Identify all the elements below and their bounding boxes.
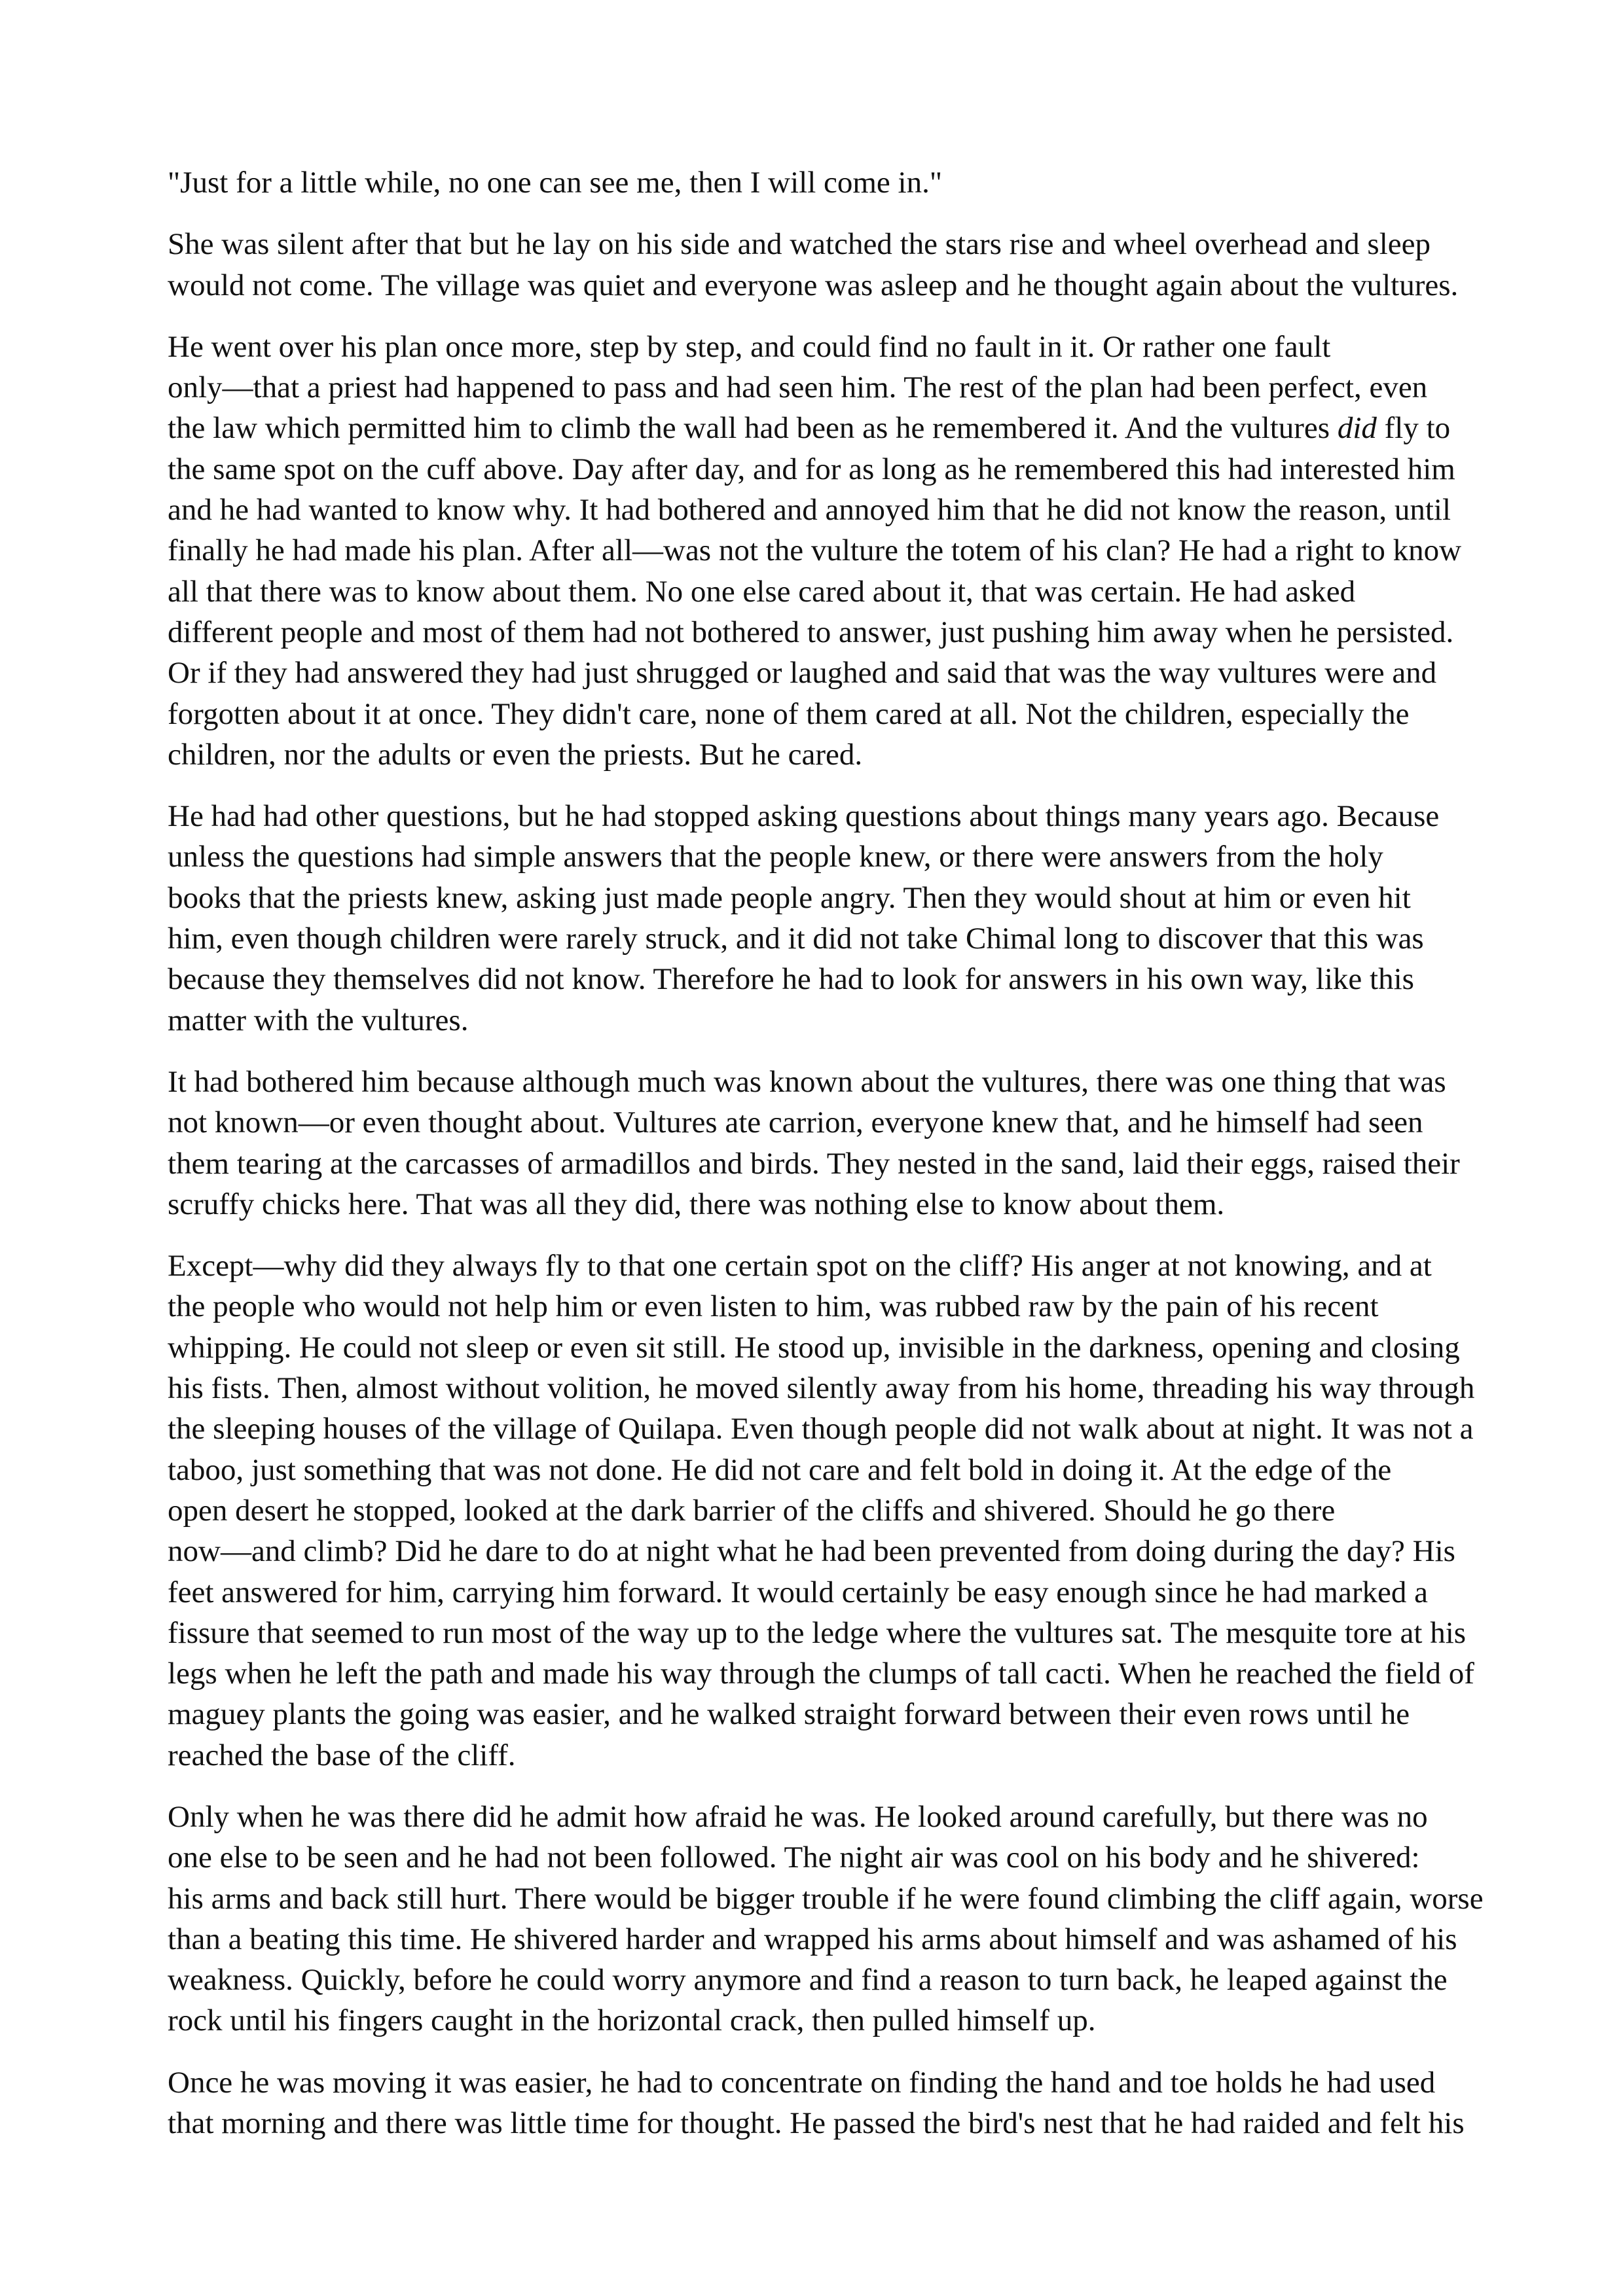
document-page	[168, 162, 1484, 2164]
text-line: matter with the vultures.	[168, 1003, 469, 1037]
text-line-tail: fly to	[1376, 411, 1451, 446]
text-line: that morning and there was little time for thought. He passed the bird's nest that he had raided and felt his	[168, 2106, 1465, 2141]
text-line: different people and most of them had not bothered to answer, just pushing him away when he persisted.	[168, 615, 1454, 649]
text-line: whipping. He could not sleep or even sit still. He stood up, invisible in the darkness, opening and closing	[168, 1330, 1460, 1365]
paragraph	[168, 1797, 1484, 2041]
text-line: weakness. Quickly, before he could worry anymore and find a reason to turn back, he leaped against the	[168, 1963, 1448, 1998]
text-line: not known—or even thought about. Vultures ate carrion, everyone knew that, and he himself had seen	[168, 1105, 1423, 1140]
text-line: the sleeping houses of the village of Quilapa. Even though people did not walk about at night. It was not a	[168, 1412, 1474, 1446]
text-line: the people who would not help him or even listen to him, was rubbed raw by the pain of his recent	[168, 1289, 1379, 1324]
text-line: him, even though children were rarely struck, and it did not take Chimal long to discover that this was	[168, 922, 1424, 956]
text-line: than a beating this time. He shivered harder and wrapped his arms about himself and was ashamed of his	[168, 1922, 1457, 1956]
text-line: his arms and back still hurt. There would be bigger trouble if he were found climbing the cliff again, worse	[168, 1881, 1484, 1916]
text-line: fissure that seemed to run most of the way up to the ledge where the vultures sat. The mesquite tore at his	[168, 1615, 1467, 1650]
paragraph	[168, 224, 1484, 306]
text-line: rock until his fingers caught in the horizontal crack, then pulled himself up.	[168, 2003, 1096, 2038]
text-line: It had bothered him because although much was known about the vultures, there was one thing that was	[168, 1064, 1446, 1099]
text-line: maguey plants the going was easier, and he walked straight forward between their even rows until he	[168, 1697, 1410, 1732]
text-line: Once he was moving it was easier, he had to concentrate on finding the hand and toe holds he had used	[168, 2065, 1436, 2100]
text-line: and he had wanted to know why. It had bothered and annoyed him that he did not know the reason, until	[168, 493, 1451, 528]
text-line: one else to be seen and he had not been followed. The night air was cool on his body and he shivered:	[168, 1840, 1420, 1875]
text-line: his fists. Then, almost without volition, he moved silently away from his home, threading his way through	[168, 1371, 1475, 1406]
text-line: unless the questions had simple answers that the people knew, or there were answers from the holy	[168, 840, 1383, 874]
text-line: finally he had made his plan. After all—was not the vulture the totem of his clan? He had a right to know	[168, 533, 1462, 568]
text-line: only—that a priest had happened to pass and had seen him. The rest of the plan had been perfect, even	[168, 370, 1428, 405]
text-line: open desert he stopped, looked at the dark barrier of the cliffs and shivered. Should he go there	[168, 1493, 1336, 1528]
text-line: them tearing at the carcasses of armadillos and birds. They nested in the sand, laid their eggs, raised their	[168, 1146, 1460, 1181]
text-line: "Just for a little while, no one can see me, then I will come in."	[168, 166, 943, 200]
text-line: He had had other questions, but he had stopped asking questions about things many years ago. Because	[168, 799, 1440, 834]
text-line: the law which permitted him to climb the wall had been as he remembered it. And the vultures	[168, 411, 1338, 446]
text-line: all that there was to know about them. No one else cared about it, that was certain. He had asked	[168, 574, 1356, 609]
text-line: legs when he left the path and made his way through the clumps of tall cacti. When he reached the field of	[168, 1657, 1474, 1691]
text-line: scruffy chicks here. That was all they did, there was nothing else to know about them.	[168, 1187, 1225, 1221]
text-line: the same spot on the cuff above. Day after day, and for as long as he remembered this had interested him	[168, 452, 1455, 486]
paragraph	[168, 1246, 1484, 1776]
paragraph	[168, 162, 1484, 203]
paragraph	[168, 796, 1484, 1041]
text-line: He went over his plan once more, step by step, and could find no fault in it. Or rather one fault	[168, 329, 1331, 364]
text-line: reached the base of the cliff.	[168, 1738, 516, 1772]
paragraph	[168, 2062, 1484, 2144]
text-line: would not come. The village was quiet and everyone was asleep and he thought again about the vultures.	[168, 268, 1459, 302]
text-line: forgotten about it at once. They didn't care, none of them cared at all. Not the children, especially the	[168, 696, 1410, 731]
emphasized-word: did	[1337, 411, 1377, 446]
text-line: Only when he was there did he admit how afraid he was. He looked around carefully, but there was no	[168, 1799, 1428, 1834]
text-line: now—and climb? Did he dare to do at night what he had been prevented from doing during the day? His	[168, 1534, 1455, 1569]
text-line: children, nor the adults or even the priests. But he cared.	[168, 737, 863, 772]
text-line: books that the priests knew, asking just made people angry. Then they would shout at him or even hit	[168, 880, 1411, 915]
text-line: because they themselves did not know. Therefore he had to look for answers in his own way, like this	[168, 962, 1414, 997]
text-line: She was silent after that but he lay on his side and watched the stars rise and wheel overhead and sleep	[168, 227, 1431, 262]
text-line: taboo, just something that was not done. He did not care and felt bold in doing it. At the edge of the	[168, 1452, 1392, 1487]
paragraph	[168, 327, 1484, 775]
text-line: Except—why did they always fly to that one certain spot on the cliff? His anger at not knowing, and at	[168, 1249, 1432, 1283]
text-line: Or if they had answered they had just shrugged or laughed and said that was the way vultures were and	[168, 656, 1437, 691]
paragraph	[168, 1062, 1484, 1225]
text-line: feet answered for him, carrying him forward. It would certainly be easy enough since he had marked a	[168, 1575, 1428, 1609]
